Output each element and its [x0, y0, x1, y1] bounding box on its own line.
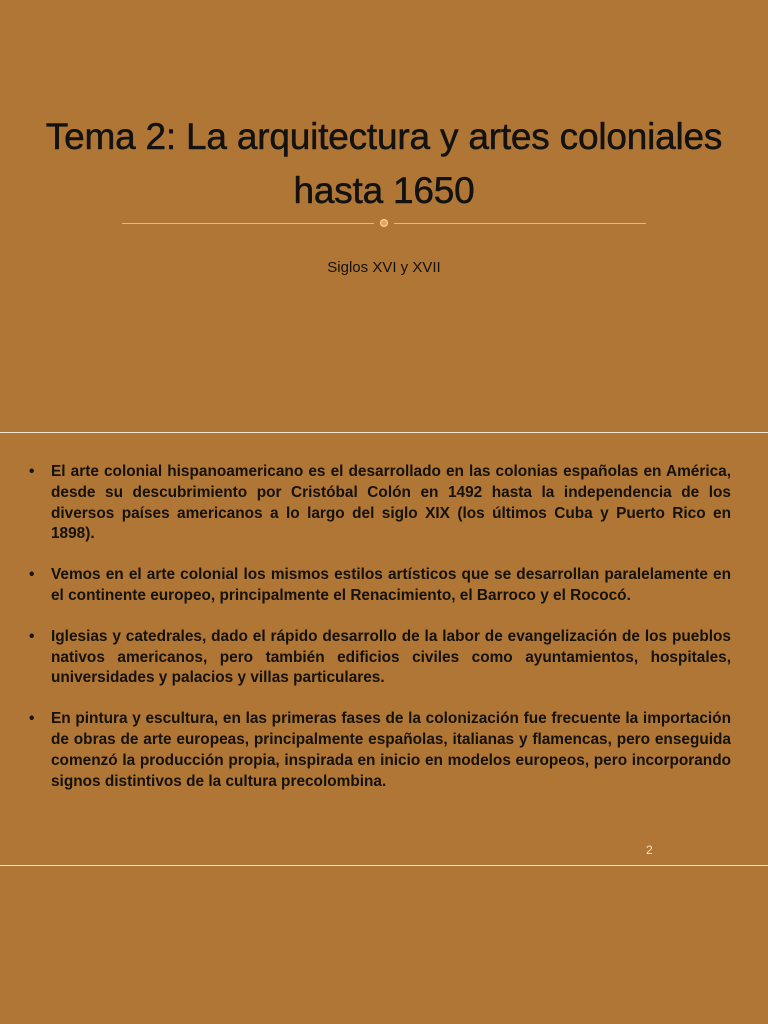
bullet-text: Vemos en el arte colonial los mismos estilos artísticos que se desarrollan paralelamente en el continente europeo, principalmente el Renacimiento, el Barroco y el Rococó. [51, 566, 731, 604]
bottom-rule [0, 865, 768, 866]
bullet-icon: • [29, 566, 35, 584]
bullet-item [27, 462, 731, 545]
bullet-item [27, 627, 731, 689]
title-divider [122, 223, 646, 224]
divider-line-left [122, 223, 374, 224]
top-rule [0, 432, 768, 433]
bullet-item [27, 709, 731, 792]
bullet-text: Iglesias y catedrales, dado el rápido desarrollo de la labor de evangelización de los pueblos nativos americanos, pero también edificios civiles como ayuntamientos, hospitales, universidades y palacios y villas particulares. [51, 627, 731, 687]
bullet-icon: • [29, 627, 35, 645]
page-number: 2 [646, 843, 653, 857]
bullet-text: El arte colonial hispanoamericano es el desarrollado en las colonias españolas en América, desde su descubrimiento por Cristóbal Colón en 1492 hasta la independencia de los diversos países americanos a lo largo del siglo XIX (los últimos Cuba y Puerto Rico en 1898). [51, 463, 731, 543]
slide-subtitle: Siglos XVI y XVII [327, 259, 441, 276]
divider-ornament-icon [381, 220, 387, 226]
bullet-text: En pintura y escultura, en las primeras fases de la colonización fue frecuente la importación de obras de arte europeas, principalmente españolas, italianas y flamencas, pero enseguida comenzó la producción propia, inspirada en inicio en modelos europeos, pero incorporando signos distintivos de la cultura precolombina. [51, 710, 731, 790]
bullet-icon: • [29, 463, 35, 480]
slide-title: Tema 2: La arquitectura y artes coloniales hasta 1650 [45, 116, 723, 211]
bullet-icon: • [29, 710, 35, 728]
bullet-item [27, 565, 731, 607]
divider-line-right [394, 223, 646, 224]
bullet-list [27, 462, 731, 812]
